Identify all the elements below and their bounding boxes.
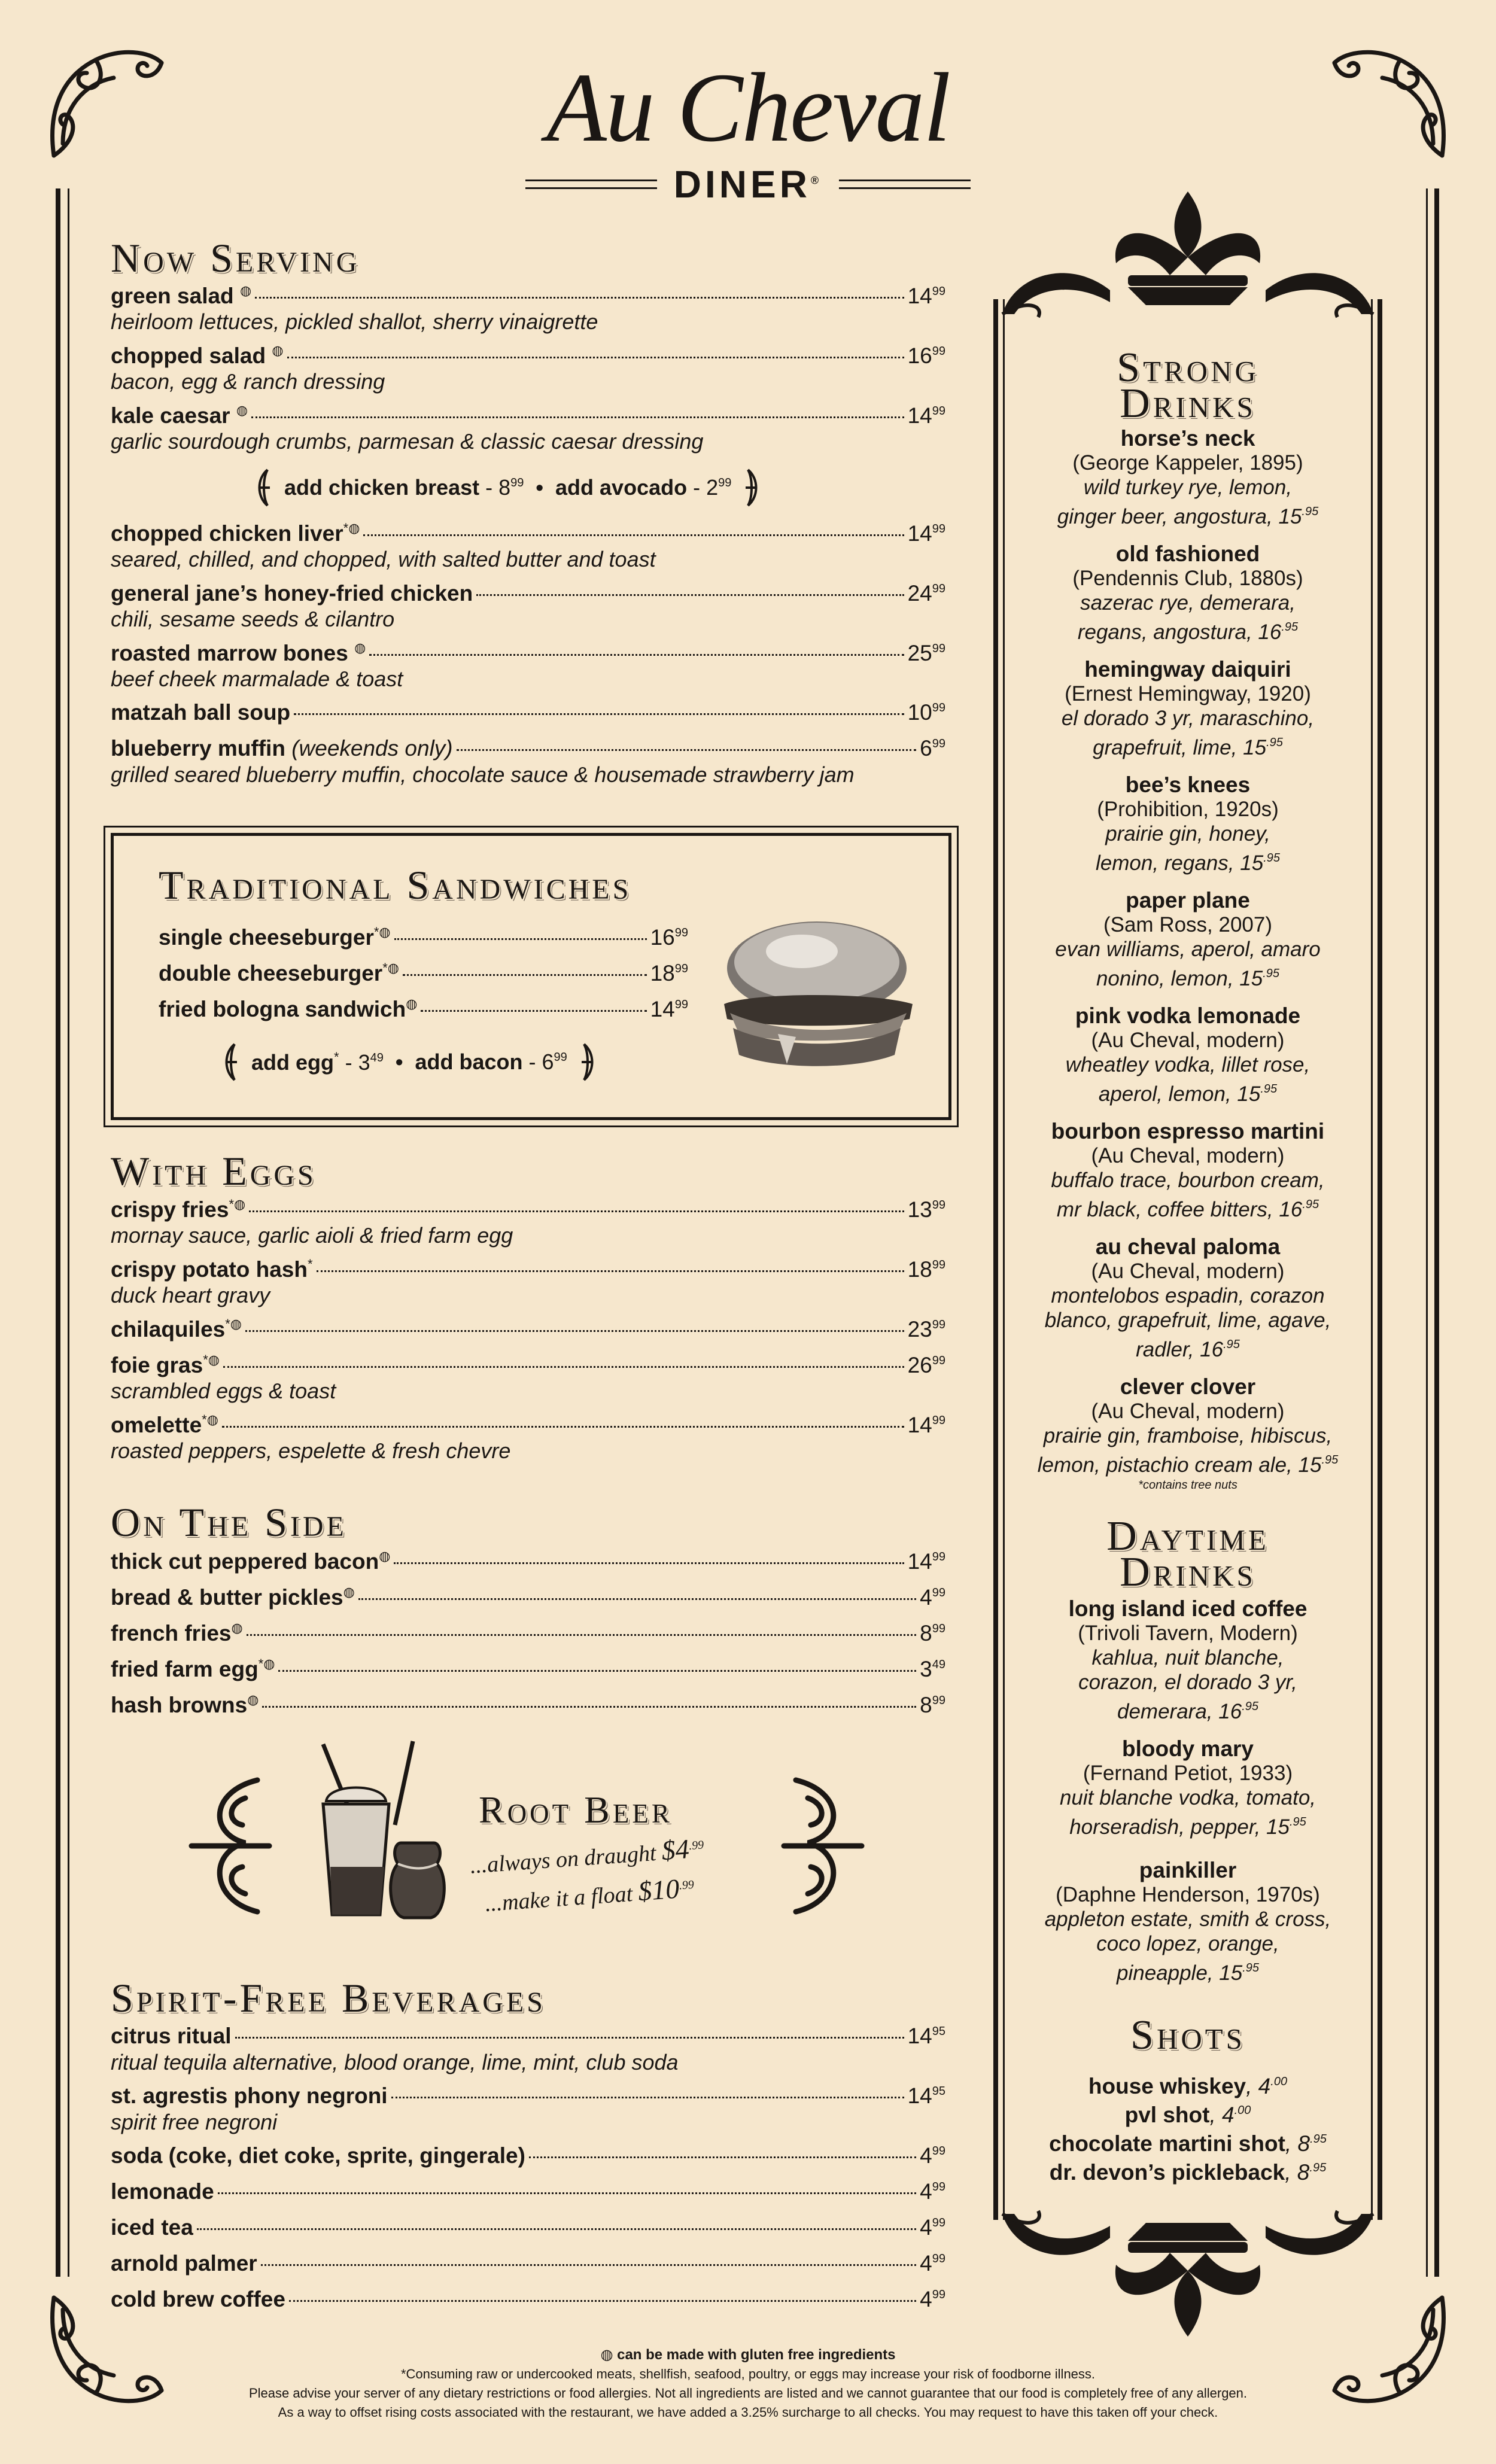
drink-item: bourbon espresso martini (Au Cheval, modern) buffalo trace, bourbon cream, mr black, coffee bitters, $16^{.95}$ — [1051, 1119, 1325, 1221]
item-price: $8^{99}$ — [920, 1693, 945, 1717]
item-name: fried bologna sandwich◍ — [159, 996, 418, 1021]
item-price: $4^{99}$ — [920, 1585, 945, 1610]
item-price: $14^{99}$ — [907, 521, 945, 546]
addon-sandwich-row — [221, 1041, 597, 1083]
leader-dots — [262, 1706, 916, 1708]
item-price: $18^{99}$ — [650, 961, 688, 985]
item-name: hash browns◍ — [111, 1692, 259, 1717]
item-price: $4^{99}$ — [920, 2287, 945, 2311]
leader-dots — [369, 654, 904, 656]
menu-item — [111, 2083, 945, 2135]
frame-left-inner — [68, 188, 69, 2277]
item-name: lemonade — [111, 2179, 214, 2204]
item-name: french fries◍ — [111, 1620, 243, 1645]
drink-item: horse’s neck (George Kappeler, 1895) wild turkey rye, lemon, ginger beer, angostura, $15^{.95}$ — [1057, 426, 1319, 528]
trademark-symbol: ® — [810, 174, 823, 187]
root-beer-draught-line: ...always on draught $\$4^{.99}$ — [469, 1833, 704, 1879]
frame-right-outer — [1434, 188, 1439, 2277]
item-price: $4^{99}$ — [920, 2143, 945, 2168]
leader-dots — [391, 2097, 904, 2098]
menu-item — [111, 640, 945, 692]
leader-dots — [358, 1598, 916, 1600]
menu-item — [111, 1352, 945, 1404]
surcharge-notice: As a way to offset rising costs associated with the restaurant, we have added a 3.25% surcharge to all checks. You may request to have this taken off your check. — [278, 2405, 1218, 2420]
item-name: citrus ritual — [111, 2024, 232, 2048]
drinks-panel-left-outer — [993, 299, 998, 2220]
item-description: beef cheek marmalade & toast — [111, 667, 403, 691]
item-name: blueberry muffin (weekends only) — [111, 736, 453, 761]
leader-dots — [222, 1426, 904, 1428]
item-price: $4^{99}$ — [920, 2215, 945, 2240]
addon-separator: • — [395, 1050, 403, 1074]
menu-item — [111, 1549, 945, 1577]
item-name: arnold palmer — [111, 2251, 257, 2276]
leader-dots — [261, 2264, 916, 2266]
leader-dots — [247, 1634, 916, 1636]
consumption-warning: *Consuming raw or undercooked meats, shellfish, seafood, poultry, or eggs may increase your risk of foodborne illness. — [400, 2366, 1096, 2381]
menu-item — [111, 736, 945, 787]
leader-dots — [251, 416, 904, 418]
sandwich-item — [159, 924, 688, 953]
menu-item — [111, 1257, 945, 1308]
drink-item: bloody mary (Fernand Petiot, 1933) nuit blanche vodka, tomato, horseradish, pepper, $15^{.95}$ — [1059, 1736, 1316, 1839]
menu-item — [111, 1692, 945, 1721]
addon-egg: add $egg^* - 3^{49}$ — [251, 1049, 384, 1075]
shot-item: chocolate martini shot, $8^{.95}$ — [1049, 2131, 1327, 2156]
leader-dots — [223, 1366, 904, 1368]
item-price: $3^{49}$ — [920, 1657, 945, 1681]
item-description: heirloom lettuces, pickled shallot, sherry vinaigrette — [111, 309, 598, 334]
addon-separator: • — [536, 475, 544, 500]
item-price: $10^{99}$ — [907, 700, 945, 725]
item-price: $16^{99}$ — [907, 343, 945, 368]
menu-item — [111, 283, 945, 334]
drink-item: painkiller (Daphne Henderson, 1970s) appleton estate, smith & cross, coco lopez, orange, pineapple, $15^{.95}$ — [1044, 1858, 1331, 1985]
daytime-drinks-title-line1: Daytime — [1106, 1513, 1269, 1559]
menu-item — [111, 521, 945, 572]
item-description: duck heart gravy — [111, 1283, 270, 1307]
item-name: iced tea — [111, 2215, 193, 2240]
section-title-on-the-side: On The Side — [111, 1499, 347, 1545]
section-title-now-serving: Now Serving — [111, 235, 360, 281]
item-name: bread & butter pickles◍ — [111, 1584, 355, 1610]
item-name: kale caesar ◍ — [111, 403, 248, 428]
leader-dots — [529, 2156, 916, 2158]
leader-dots — [289, 2300, 916, 2302]
root-beer-float-line: ...make it a float $\$10^{.99}$ — [484, 1873, 695, 1917]
menu-item — [111, 1656, 945, 1685]
drink-item: old fashioned (Pendennis Club, 1880s) sazerac rye, demerara, regans, angostura, $16^{.95}$ — [1072, 542, 1303, 644]
leader-dots — [249, 1210, 904, 1212]
drink-item: paper plane (Sam Ross, 2007) evan williams, aperol, amaro nonino, lemon, $15^{.95}$ — [1055, 888, 1321, 990]
frame-right-inner — [1426, 188, 1428, 2277]
menu-item — [111, 2287, 945, 2316]
sandwich-item — [159, 996, 688, 1025]
menu-item — [111, 700, 945, 729]
flourish-left-icon — [221, 1041, 239, 1083]
item-price: $24^{99}$ — [907, 581, 945, 606]
drink-item: pink vodka lemonade (Au Cheval, modern) wheatley vodka, lillet rose, aperol, lemon, $15^{.95}$ — [1065, 1003, 1310, 1106]
section-title-spirit-free: Spirit-Free Beverages — [111, 1975, 546, 2021]
menu-item — [111, 1197, 945, 1248]
item-name: double cheeseburger*◍ — [159, 960, 399, 985]
item-name: roasted marrow bones ◍ — [111, 640, 366, 665]
menu-item — [111, 2215, 945, 2244]
section-title-shots: Shots — [1130, 2012, 1245, 2058]
section-title-with-eggs: With Eggs — [111, 1148, 317, 1194]
item-price: $14^{95}$ — [907, 2083, 945, 2108]
item-price: $13^{99}$ — [907, 1197, 945, 1222]
item-description: garlic sourdough crumbs, parmesan & classic caesar dressing — [111, 429, 704, 454]
scroll-ornament-right-icon — [778, 1768, 868, 1924]
root-beer-float-illustration — [275, 1735, 455, 1933]
shot-item: pvl shot, $4^{.00}$ — [1124, 2103, 1251, 2127]
item-description: seared, chilled, and chopped, with salted butter and toast — [111, 547, 656, 571]
menu-item — [111, 1316, 945, 1345]
menu-item — [111, 2143, 945, 2172]
item-name: st. agrestis phony negroni — [111, 2083, 388, 2108]
leader-dots — [278, 1670, 916, 1672]
logo-rule-right — [839, 180, 971, 189]
drink-item: hemingway daiquiri (Ernest Hemingway, 1920) el dorado 3 yr, maraschino, grapefruit, lime, $15^{.95}$ — [1061, 657, 1315, 759]
shot-item: house whiskey, $4^{.00}$ — [1088, 2074, 1288, 2098]
item-price: $16^{99}$ — [650, 925, 688, 950]
leader-dots — [287, 357, 904, 358]
item-name: thick cut peppered bacon◍ — [111, 1549, 391, 1574]
flourish-right-icon — [579, 1041, 597, 1083]
drink-item: au cheval paloma (Au Cheval, modern) montelobos espadin, corazon blanco, grapefruit, lime, agave, radler, $16^{.95}$ — [1044, 1234, 1331, 1361]
leader-dots — [363, 534, 904, 536]
flourish-right-icon — [743, 467, 761, 509]
item-name: foie gras*◍ — [111, 1352, 220, 1377]
menu-item — [111, 1584, 945, 1613]
item-name: chilaquiles*◍ — [111, 1316, 242, 1341]
menu-item — [111, 1620, 945, 1649]
addon-bacon: add bacon - $6^{99}$ — [415, 1050, 567, 1074]
item-description: scrambled eggs & toast — [111, 1379, 336, 1403]
addon-salad-row — [254, 467, 761, 509]
leader-dots — [403, 974, 647, 976]
leader-dots — [255, 297, 904, 299]
footer-notes — [0, 2346, 1496, 2422]
item-description: chili, sesame seeds & cilantro — [111, 607, 395, 631]
drink-item: bee’s knees (Prohibition, 1920s) prairie gin, honey, lemon, regans, $15^{.95}$ — [1096, 772, 1280, 875]
item-name: omelette*◍ — [111, 1412, 218, 1437]
leader-dots — [245, 1330, 904, 1332]
item-name: fried farm egg*◍ — [111, 1656, 275, 1681]
frame-left-outer — [56, 188, 60, 2277]
gluten-free-note: ◍ can be made with gluten free ingredients — [600, 2347, 896, 2363]
item-name: green salad ◍ — [111, 283, 252, 308]
drink-item: clever clover (Au Cheval, modern) prairie gin, framboise, hibiscus, lemon, pistachio cream ale, $15^{.95}$ *contains tree nuts — [1005, 1374, 1370, 1493]
leader-dots — [218, 2192, 916, 2194]
item-price: $4^{99}$ — [920, 2251, 945, 2276]
item-name: soda (coke, diet coke, sprite, gingerale) — [111, 2143, 525, 2168]
item-name: chopped salad ◍ — [111, 343, 284, 368]
leader-dots — [317, 1270, 904, 1272]
leader-dots — [294, 713, 904, 715]
daytime-drinks-title-line2: Drinks — [1120, 1549, 1256, 1595]
item-name: general jane’s honey-fried chicken — [111, 581, 473, 606]
item-name: crispy potato hash* — [111, 1257, 313, 1282]
logo-rule-left — [525, 180, 657, 189]
item-price: $25^{99}$ — [907, 641, 945, 665]
logo-subtitle — [674, 162, 822, 206]
item-description: grilled seared blueberry muffin, chocolate sauce & housemade strawberry jam — [111, 762, 855, 787]
item-price: $14^{99}$ — [907, 1413, 945, 1437]
allergy-notice: Please advise your server of any dietary restrictions or food allergies. Not all ingredients are listed and we cannot guarantee that our food is completely free of any allergen. — [248, 2386, 1248, 2401]
strong-drinks-title-line2: Drinks — [1120, 381, 1256, 427]
leader-dots — [457, 749, 917, 751]
drinks-panel-right-inner — [1371, 299, 1373, 2220]
sandwich-item — [159, 960, 688, 989]
section-title-sandwiches: Traditional Sandwiches — [159, 862, 632, 908]
item-price: $8^{99}$ — [920, 1621, 945, 1645]
item-name: single cheeseburger*◍ — [159, 924, 391, 950]
logo — [0, 53, 1496, 206]
item-price: $14^{99}$ — [907, 403, 945, 428]
item-description: ritual tequila alternative, blood orange, lime, mint, club soda — [111, 2050, 679, 2074]
menu-item — [111, 2251, 945, 2280]
strong-drinks-title-line1: Strong — [1117, 345, 1259, 391]
item-price: $6^{99}$ — [920, 736, 945, 761]
item-price: $14^{99}$ — [650, 997, 688, 1021]
menu-item — [111, 343, 945, 394]
flourish-left-icon — [254, 467, 272, 509]
leader-dots — [421, 1010, 646, 1012]
item-description: bacon, egg & ranch dressing — [111, 369, 385, 394]
item-price: $4^{99}$ — [920, 2179, 945, 2204]
root-beer-title: Root Beer — [479, 1788, 673, 1831]
logo-script-name: Au Cheval — [546, 53, 950, 162]
logo-subtitle-text: DINER — [673, 163, 811, 206]
scroll-ornament-left-icon — [186, 1768, 275, 1924]
item-price: $23^{99}$ — [907, 1317, 945, 1341]
section-title-strong-drinks — [1005, 345, 1370, 427]
section-title-daytime-drinks — [1005, 1513, 1370, 1595]
item-description: mornay sauce, garlic aioli & fried farm egg — [111, 1223, 513, 1248]
item-name: chopped chicken liver*◍ — [111, 521, 360, 546]
addon-chicken: add chicken breast - $8^{99}$ — [284, 475, 524, 500]
item-price: $14^{99}$ — [907, 284, 945, 308]
cheeseburger-illustration — [706, 914, 922, 1076]
leader-dots — [394, 938, 647, 940]
drinks-panel-left-inner — [1003, 299, 1005, 2220]
menu-item — [111, 580, 945, 632]
item-price: $14^{95}$ — [907, 2024, 945, 2048]
item-price: $14^{99}$ — [907, 1549, 945, 1574]
fleur-ornament-bottom-icon — [990, 2205, 1385, 2343]
menu-item — [111, 403, 945, 454]
item-description: roasted peppers, espelette & fresh chevre — [111, 1438, 511, 1463]
menu-item — [111, 2179, 945, 2208]
leader-dots — [235, 2037, 904, 2039]
leader-dots — [394, 1562, 904, 1564]
leader-dots — [197, 2228, 916, 2230]
item-name: crispy fries*◍ — [111, 1197, 246, 1222]
item-price: $18^{99}$ — [907, 1257, 945, 1282]
item-name: cold brew coffee — [111, 2287, 285, 2311]
item-name: matzah ball soup — [111, 700, 291, 725]
item-description: spirit free negroni — [111, 2110, 278, 2134]
menu-item — [111, 1412, 945, 1464]
drink-item: long island iced coffee (Trivoli Tavern, Modern) kahlua, nuit blanche, corazon, el dorado 3 yr, demerara, $16^{.95}$ — [1068, 1596, 1308, 1723]
leader-dots — [476, 594, 904, 596]
fleur-ornament-top-icon — [990, 185, 1385, 323]
shot-item: dr. devon’s pickleback, $8^{.95}$ — [1049, 2160, 1327, 2185]
item-price: $26^{99}$ — [907, 1353, 945, 1377]
addon-avocado: add avocado - $2^{99}$ — [555, 475, 732, 500]
menu-item — [111, 2024, 945, 2075]
tree-nut-note: *contains tree nuts — [1138, 1479, 1237, 1492]
drinks-panel-right-outer — [1378, 299, 1382, 2220]
